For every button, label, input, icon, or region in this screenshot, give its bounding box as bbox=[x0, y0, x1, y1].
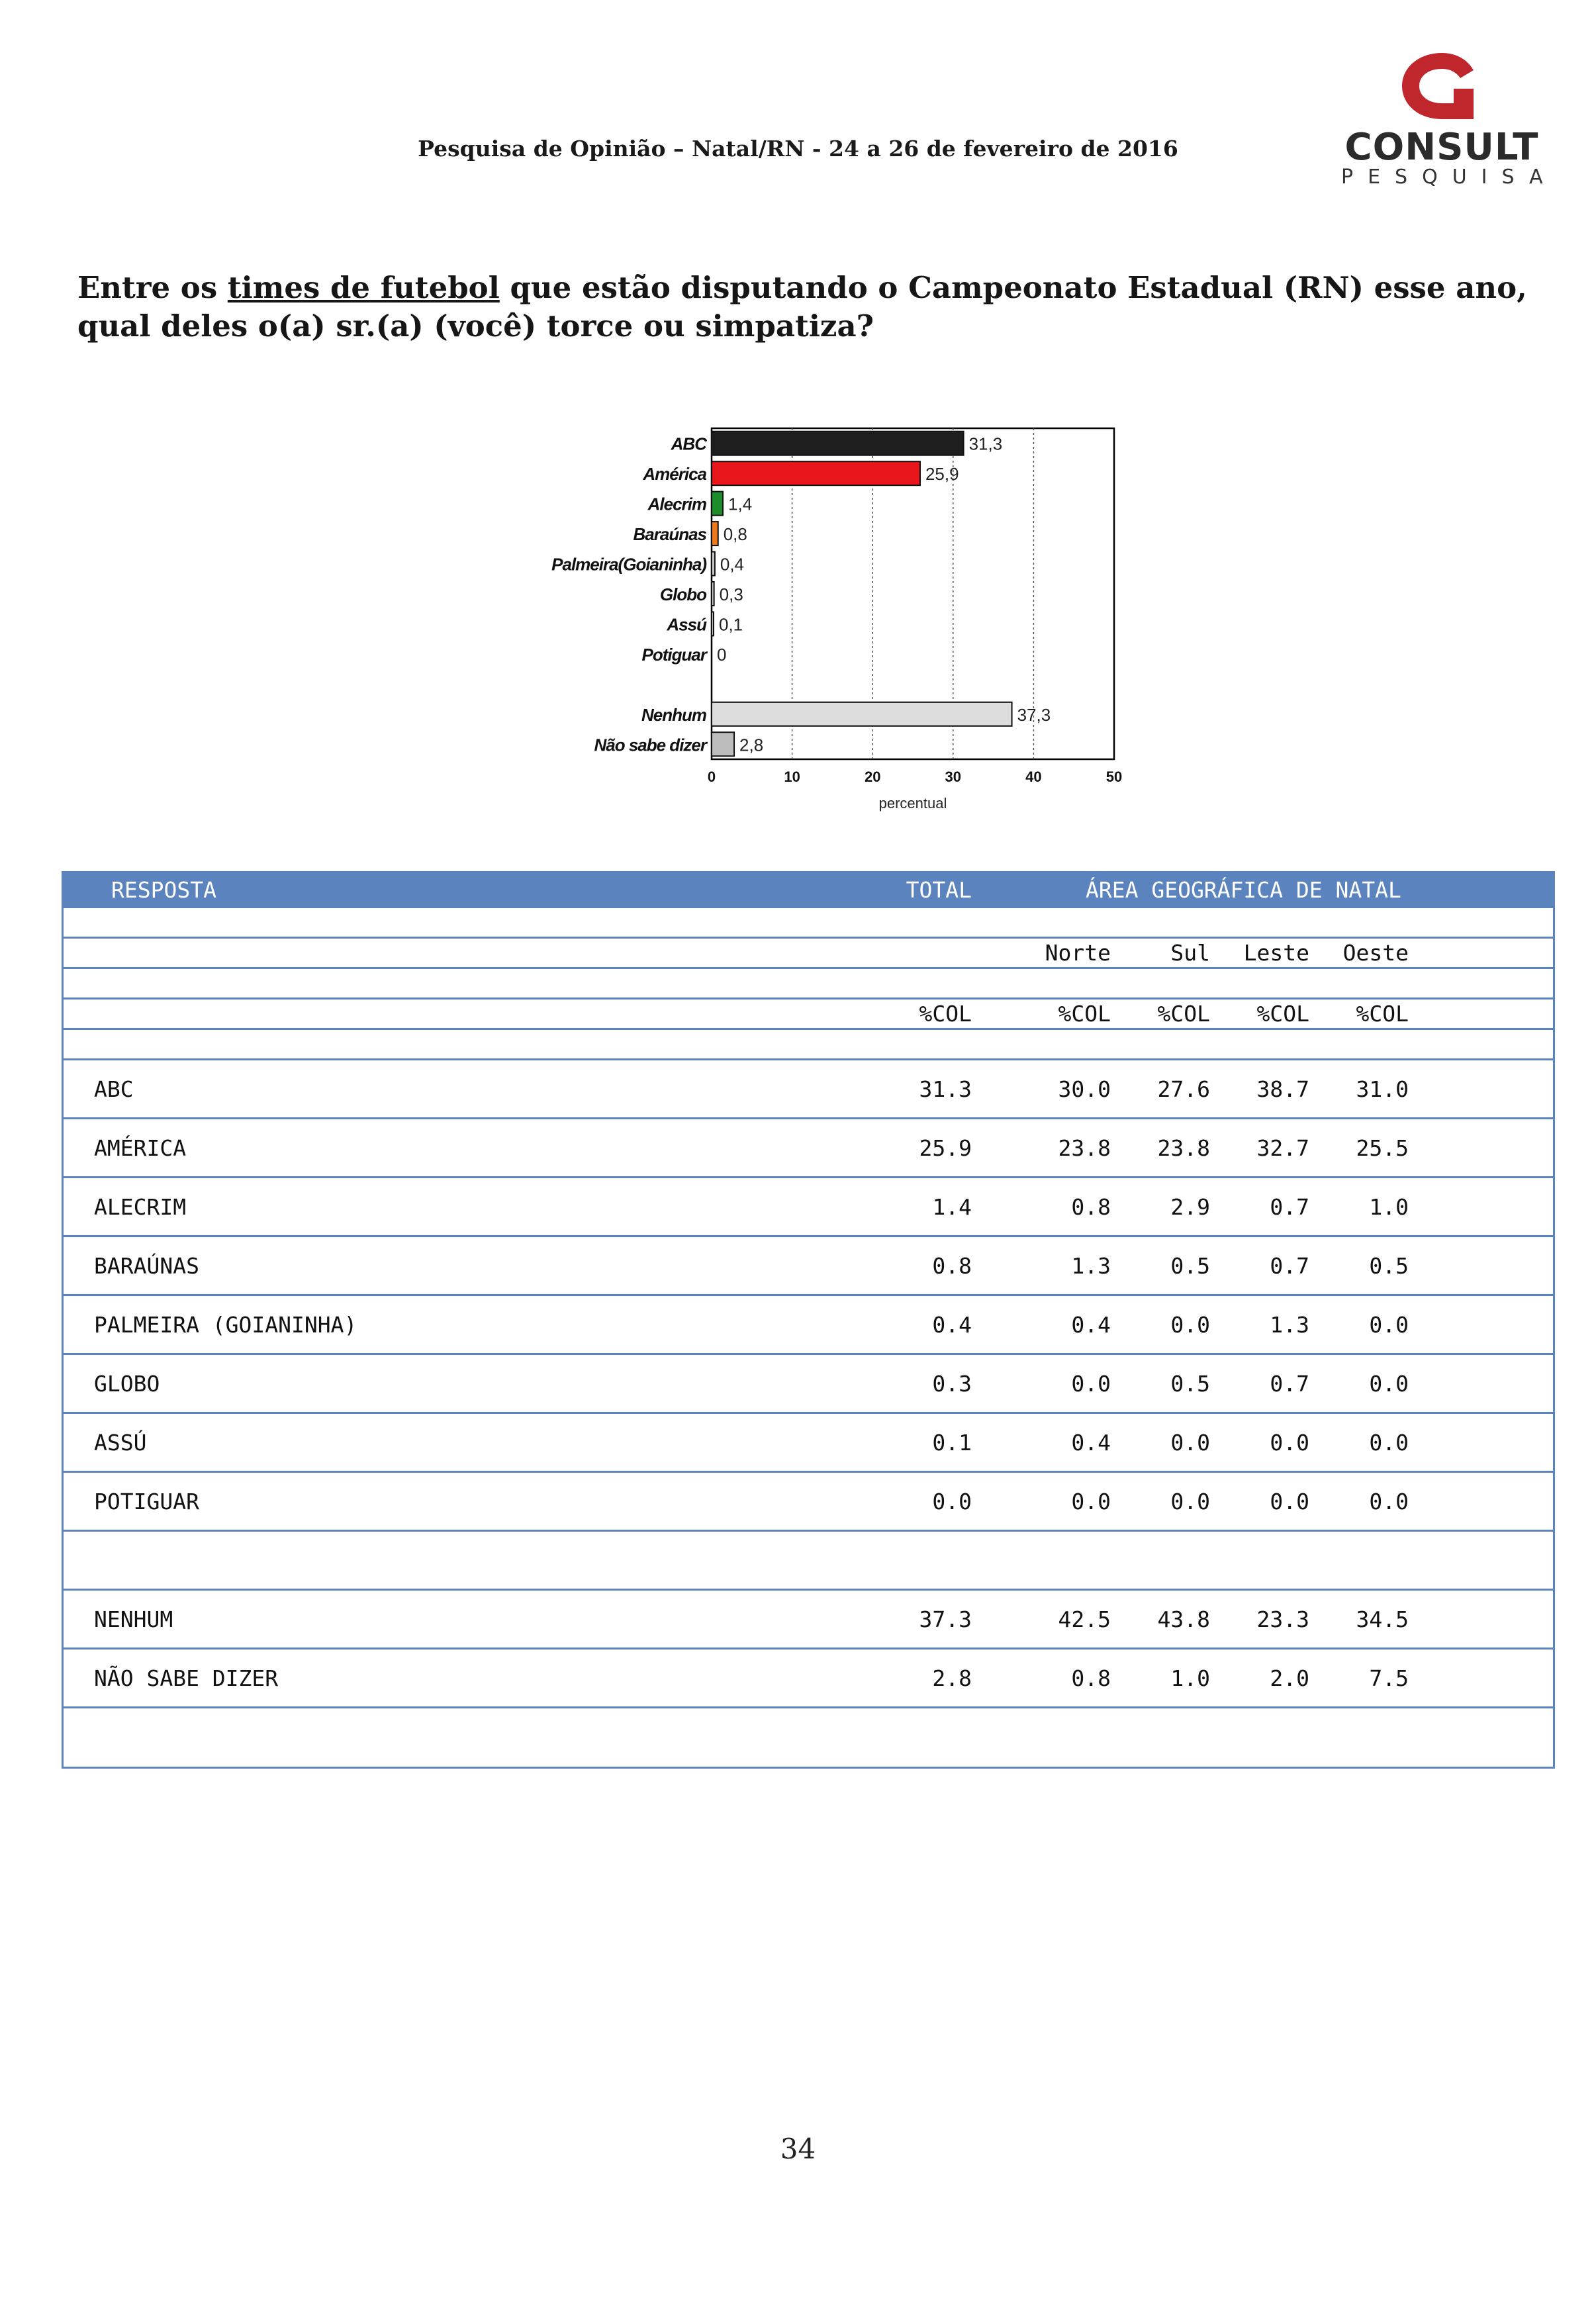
row-sul: 43.8 bbox=[1111, 1590, 1210, 1649]
unit-sul: %COL bbox=[1111, 999, 1210, 1029]
row-norte: 0.4 bbox=[1011, 1413, 1111, 1472]
report-header-title: Pesquisa de Opinião – Natal/RN - 24 a 26 de fevereiro de 2016 bbox=[418, 136, 1178, 162]
category-label: Alecrim bbox=[647, 494, 706, 514]
row-leste: 32.7 bbox=[1210, 1119, 1309, 1178]
row-leste: 23.3 bbox=[1210, 1590, 1309, 1649]
category-label: Potiguar bbox=[641, 644, 706, 665]
row-total: 0.4 bbox=[813, 1295, 972, 1354]
row-label: ALECRIM bbox=[63, 1178, 814, 1236]
table-row bbox=[63, 1236, 1554, 1295]
data-label: 0,8 bbox=[723, 524, 747, 545]
table-row bbox=[63, 1119, 1554, 1178]
bar bbox=[712, 732, 734, 756]
row-leste: 1.3 bbox=[1210, 1295, 1309, 1354]
row-total: 37.3 bbox=[813, 1590, 972, 1649]
bar-chart bbox=[516, 414, 1152, 824]
page-number: 34 bbox=[780, 2133, 816, 2165]
row-total: 0.3 bbox=[813, 1354, 972, 1413]
data-label: 0 bbox=[717, 644, 727, 665]
row-leste: 0.7 bbox=[1210, 1178, 1309, 1236]
row-sul: 1.0 bbox=[1111, 1649, 1210, 1708]
row-total: 2.8 bbox=[813, 1649, 972, 1708]
row-norte: 1.3 bbox=[1011, 1236, 1111, 1295]
table-row bbox=[63, 1295, 1554, 1354]
question-underlined: times de futebol bbox=[227, 270, 500, 305]
bar bbox=[712, 582, 714, 606]
x-tick-label: 40 bbox=[1025, 768, 1042, 785]
row-total: 25.9 bbox=[813, 1119, 972, 1178]
table-blank-row bbox=[63, 1029, 1554, 1060]
consult-logo bbox=[1336, 48, 1558, 193]
bar bbox=[712, 461, 920, 485]
region-leste: Leste bbox=[1210, 938, 1309, 968]
table-regions-row bbox=[63, 938, 1554, 968]
row-norte: 0.4 bbox=[1011, 1295, 1111, 1354]
row-total: 0.0 bbox=[813, 1472, 972, 1531]
row-sul: 0.0 bbox=[1111, 1472, 1210, 1531]
row-oeste: 0.0 bbox=[1309, 1472, 1409, 1531]
table-row bbox=[63, 1060, 1554, 1119]
row-total: 0.8 bbox=[813, 1236, 972, 1295]
table-row bbox=[63, 1354, 1554, 1413]
region-oeste: Oeste bbox=[1309, 938, 1409, 968]
row-total: 0.1 bbox=[813, 1413, 972, 1472]
row-oeste: 34.5 bbox=[1309, 1590, 1409, 1649]
row-sul: 0.5 bbox=[1111, 1236, 1210, 1295]
data-label: 0,3 bbox=[719, 584, 743, 604]
row-label: NÃO SABE DIZER bbox=[63, 1649, 814, 1708]
row-norte: 0.0 bbox=[1011, 1354, 1111, 1413]
table-row bbox=[63, 1649, 1554, 1708]
unit-total: %COL bbox=[813, 999, 972, 1029]
data-label: 0,4 bbox=[720, 554, 745, 575]
x-tick-label: 30 bbox=[945, 768, 962, 785]
question-prefix: Entre os bbox=[77, 270, 228, 305]
row-label: NENHUM bbox=[63, 1590, 814, 1649]
x-axis-label: percentual bbox=[878, 795, 947, 812]
row-leste: 2.0 bbox=[1210, 1649, 1309, 1708]
row-oeste: 7.5 bbox=[1309, 1649, 1409, 1708]
row-norte: 0.8 bbox=[1011, 1178, 1111, 1236]
bar bbox=[712, 432, 964, 455]
category-label: Nenhum bbox=[641, 704, 706, 725]
row-leste: 0.0 bbox=[1210, 1472, 1309, 1531]
logo-brand-text: CONSULT bbox=[1344, 126, 1539, 169]
row-oeste: 0.5 bbox=[1309, 1236, 1409, 1295]
table-row bbox=[63, 1413, 1554, 1472]
header-total: TOTAL bbox=[813, 872, 972, 907]
row-label: GLOBO bbox=[63, 1354, 814, 1413]
table-unit-row bbox=[63, 999, 1554, 1029]
row-sul: 0.5 bbox=[1111, 1354, 1210, 1413]
category-label: Baraúnas bbox=[633, 524, 706, 545]
row-label: PALMEIRA (GOIANINHA) bbox=[63, 1295, 814, 1354]
question-text bbox=[77, 269, 1554, 346]
results-table bbox=[62, 871, 1555, 1769]
category-label: Globo bbox=[659, 584, 706, 604]
category-label: ABC bbox=[671, 434, 706, 454]
row-norte: 30.0 bbox=[1011, 1060, 1111, 1119]
row-oeste: 25.5 bbox=[1309, 1119, 1409, 1178]
row-label: AMÉRICA bbox=[63, 1119, 814, 1178]
row-sul: 0.0 bbox=[1111, 1295, 1210, 1354]
bar bbox=[712, 702, 1012, 726]
bar bbox=[712, 612, 714, 635]
row-norte: 42.5 bbox=[1011, 1590, 1111, 1649]
x-tick-label: 50 bbox=[1105, 768, 1123, 785]
x-tick-label: 0 bbox=[707, 768, 716, 785]
row-oeste: 0.0 bbox=[1309, 1354, 1409, 1413]
row-oeste: 0.0 bbox=[1309, 1413, 1409, 1472]
row-norte: 23.8 bbox=[1011, 1119, 1111, 1178]
unit-oeste: %COL bbox=[1309, 999, 1409, 1029]
category-label: América bbox=[643, 464, 706, 485]
data-label: 25,9 bbox=[925, 464, 959, 485]
row-label: POTIGUAR bbox=[63, 1472, 814, 1531]
x-tick-label: 10 bbox=[784, 768, 800, 785]
x-tick-label: 20 bbox=[864, 768, 881, 785]
bar bbox=[712, 522, 718, 545]
row-oeste: 0.0 bbox=[1309, 1295, 1409, 1354]
row-total: 31.3 bbox=[813, 1060, 972, 1119]
data-label: 37,3 bbox=[1017, 704, 1051, 725]
bar bbox=[712, 492, 723, 516]
header-area: ÁREA GEOGRÁFICA DE NATAL bbox=[972, 872, 1554, 907]
table-spacer-row bbox=[63, 1531, 1554, 1590]
table-header-row bbox=[63, 872, 1554, 907]
row-sul: 0.0 bbox=[1111, 1413, 1210, 1472]
row-label: ABC bbox=[63, 1060, 814, 1119]
row-oeste: 1.0 bbox=[1309, 1178, 1409, 1236]
question-suffix: que estão disputando o Campeonato Estadual (RN) esse ano, qual deles o(a) sr.(a) (você) torce ou simpatiza? bbox=[77, 270, 1527, 344]
row-label: ASSÚ bbox=[63, 1413, 814, 1472]
bar bbox=[712, 552, 715, 576]
data-label: 1,4 bbox=[728, 494, 753, 514]
table-row bbox=[63, 1472, 1554, 1531]
table-blank-row bbox=[63, 907, 1554, 938]
row-leste: 0.7 bbox=[1210, 1354, 1309, 1413]
data-label: 31,3 bbox=[968, 434, 1003, 454]
row-norte: 0.0 bbox=[1011, 1472, 1111, 1531]
row-leste: 38.7 bbox=[1210, 1060, 1309, 1119]
row-leste: 0.7 bbox=[1210, 1236, 1309, 1295]
table-row bbox=[63, 1590, 1554, 1649]
region-sul: Sul bbox=[1111, 938, 1210, 968]
row-oeste: 31.0 bbox=[1309, 1060, 1409, 1119]
row-label: BARAÚNAS bbox=[63, 1236, 814, 1295]
data-label: 2,8 bbox=[739, 735, 764, 755]
unit-leste: %COL bbox=[1210, 999, 1309, 1029]
table-row bbox=[63, 1178, 1554, 1236]
row-sul: 2.9 bbox=[1111, 1178, 1210, 1236]
row-sul: 27.6 bbox=[1111, 1060, 1210, 1119]
category-label: Palmeira(Goianinha) bbox=[551, 554, 706, 575]
category-label: Não sabe dizer bbox=[594, 735, 706, 755]
table-bottom-row bbox=[63, 1708, 1554, 1768]
category-label: Assú bbox=[667, 614, 706, 635]
logo-sub-text: PESQUISA bbox=[1341, 165, 1558, 189]
row-leste: 0.0 bbox=[1210, 1413, 1309, 1472]
header-resposta: RESPOSTA bbox=[63, 872, 814, 907]
unit-norte: %COL bbox=[1011, 999, 1111, 1029]
row-norte: 0.8 bbox=[1011, 1649, 1111, 1708]
row-total: 1.4 bbox=[813, 1178, 972, 1236]
row-sul: 23.8 bbox=[1111, 1119, 1210, 1178]
region-norte: Norte bbox=[1011, 938, 1111, 968]
data-label: 0,1 bbox=[719, 614, 743, 635]
table-blank-row bbox=[63, 968, 1554, 999]
consult-c-icon bbox=[1336, 48, 1548, 127]
